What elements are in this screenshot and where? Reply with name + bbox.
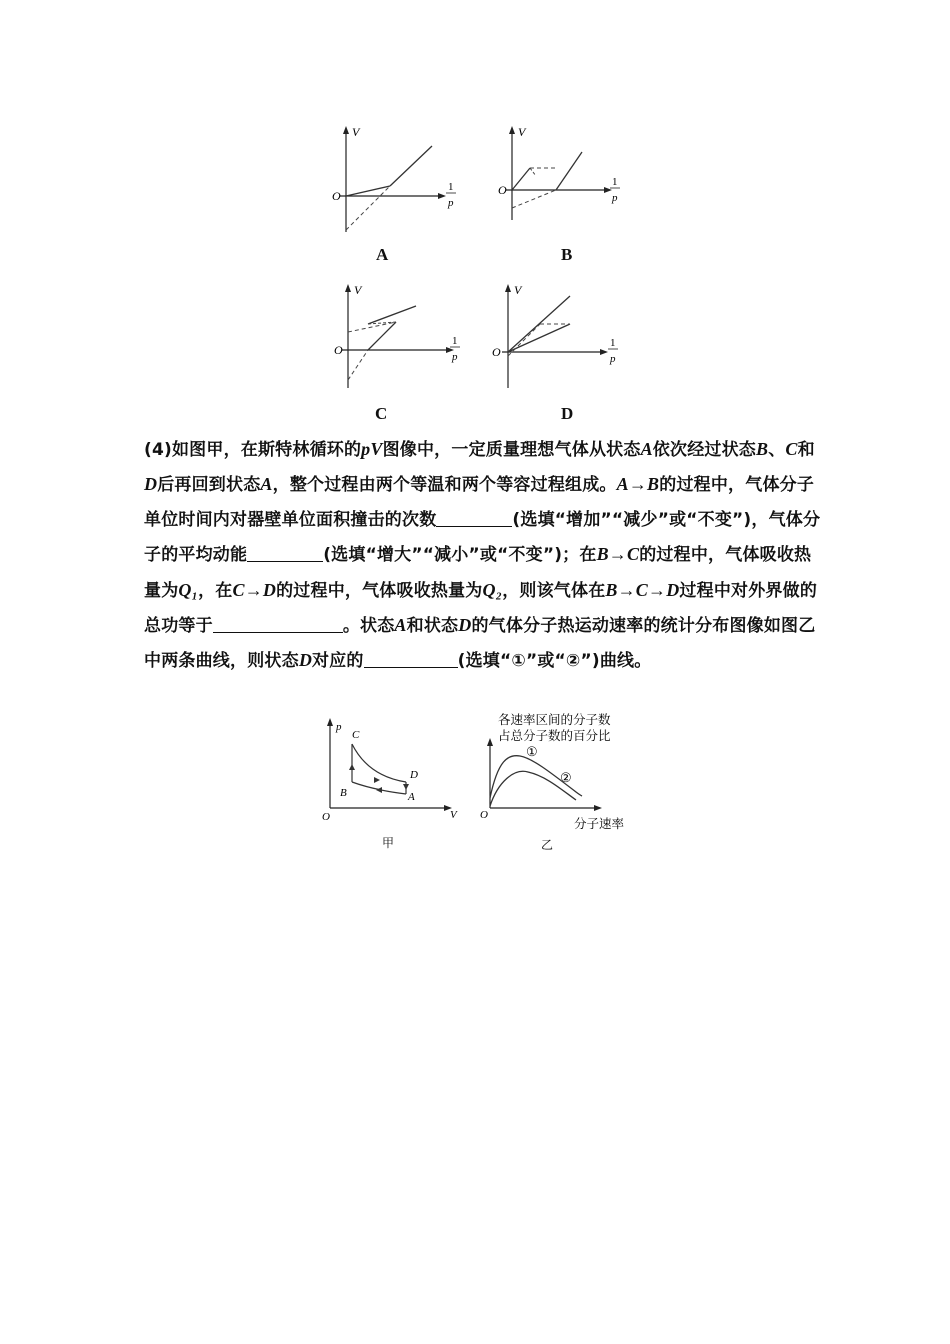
- axis-v-label: V: [518, 125, 526, 139]
- xlabel: 分子速率: [574, 817, 625, 831]
- figure-yi-caption: 乙: [541, 838, 554, 852]
- solid-line: [368, 306, 416, 324]
- solid-line: [508, 324, 570, 352]
- solid-line: [368, 322, 396, 350]
- option-b-graph: [496, 124, 636, 236]
- dashed-line: [530, 168, 536, 176]
- dashed-line: [348, 350, 368, 380]
- option-d-graph: [490, 282, 630, 394]
- point-b-label: B: [340, 787, 347, 799]
- dashed-line: [346, 186, 390, 230]
- dashed-line: [512, 190, 556, 208]
- figure-yi-speed-distribution: [470, 710, 640, 838]
- point-a-label: A: [408, 791, 415, 803]
- point-c-label: C: [352, 729, 360, 741]
- solid-line: [556, 152, 582, 190]
- curve-1-label: ①: [526, 744, 538, 759]
- answer-blank-2[interactable]: [247, 541, 323, 562]
- solid-line: [508, 296, 570, 352]
- option-c-graph: [330, 282, 470, 394]
- option-a-label: A: [376, 245, 389, 264]
- axis-x-denominator: p: [612, 192, 618, 204]
- option-d-label: D: [561, 404, 574, 423]
- axis-origin-label: O: [492, 345, 501, 359]
- option-c-label: C: [375, 404, 388, 423]
- ylabel-line2: 占总分子数的百分比: [498, 729, 611, 743]
- figure-jia-caption: 甲: [382, 836, 395, 850]
- figure-jia-pv-diagram: [318, 716, 468, 826]
- axis-x-numerator: 1: [448, 181, 454, 193]
- curve-2-label: ②: [560, 770, 572, 785]
- axis-x-numerator: 1: [612, 176, 618, 188]
- axis-v-label: V: [352, 125, 360, 139]
- origin-label: O: [480, 809, 488, 821]
- option-b-label: B: [561, 245, 573, 264]
- axis-x-denominator: p: [452, 351, 458, 363]
- option-a-graph: [328, 124, 468, 236]
- answer-blank-4[interactable]: [364, 647, 458, 668]
- solid-line: [390, 146, 432, 186]
- axis-v-label: V: [514, 283, 522, 297]
- ylabel-line1: 各速率区间的分子数: [498, 713, 611, 727]
- axis-origin-label: O: [332, 189, 341, 203]
- answer-blank-1[interactable]: [436, 506, 512, 527]
- origin-label: O: [322, 811, 330, 823]
- axis-x-numerator: 1: [610, 337, 616, 349]
- axis-origin-label: O: [334, 343, 343, 357]
- axis-x-denominator: p: [610, 353, 616, 365]
- solid-line: [512, 168, 530, 190]
- isotherm-ba: [352, 782, 406, 794]
- axis-origin-label: O: [498, 183, 507, 197]
- axis-p-label: p: [336, 721, 342, 733]
- axis-x-denominator: p: [448, 197, 454, 209]
- answer-blank-3[interactable]: [213, 612, 343, 633]
- solid-line: [346, 186, 390, 196]
- point-d-label: D: [410, 769, 418, 781]
- axis-v-label: V: [450, 809, 457, 821]
- question-number: (4): [144, 440, 172, 460]
- dashed-line: [348, 322, 396, 332]
- axis-v-label: V: [354, 283, 362, 297]
- axis-x-numerator: 1: [452, 335, 458, 347]
- question-text: (4)如图甲，在斯特林循环的pV图像中，一定质量理想气体从状态A依次经过状态B、C和D后再回到状态A，整个过程由两个等温和两个等容过程组成。A→B的过程中，气体分子单位时间内对器壁单位面积撞击的次数 (选填“增加”“减少”或“不变”)，气体分子的平均动能 (选填“增大”“减小”或“不变”)；在B→C的过程中，气体吸收热量为Q₁，在C→D的过程中，气体吸收热量为Q₂，则该气体在B→C→D过程中对外界做的总功等于 。状态A和状态D的气体分子热运动速率的统计分布图像如图乙中两条曲线，则状态D对应的 (选填“①”或“②”)曲线。: [144, 439, 821, 672]
- isotherm-cd: [352, 744, 406, 782]
